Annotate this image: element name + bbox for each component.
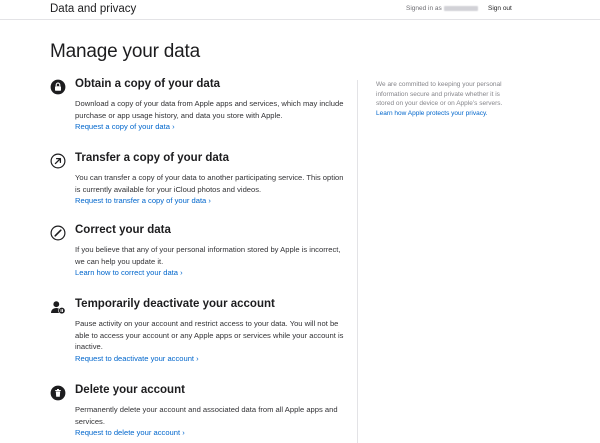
arrow-up-right-icon	[50, 153, 66, 169]
top-nav-bar	[0, 0, 600, 20]
privacy-statement: We are committed to keeping your personal information secure and private whether it is stored on your device or on Apple’s servers.	[376, 81, 503, 107]
section-description: Permanently delete your account and associated data from all Apple apps and services.	[75, 405, 338, 426]
pencil-icon	[50, 225, 66, 241]
redacted-account-name	[444, 6, 478, 11]
section-title: Obtain a copy of your data	[75, 78, 221, 90]
user-pause-icon	[50, 299, 66, 315]
section-body	[75, 244, 350, 279]
section-title: Correct your data	[75, 224, 171, 236]
privacy-sidebar	[376, 80, 516, 118]
column-divider	[357, 80, 358, 443]
section-description: Download a copy of your data from Apple apps and services, which may include purchase or app usage history, and data you store with Apple.	[75, 99, 344, 120]
section-description: If you believe that any of your personal information stored by Apple is incorrect, we can help you update it.	[75, 245, 341, 266]
section-body	[75, 172, 350, 207]
section-body	[75, 404, 350, 439]
section-description: You can transfer a copy of your data to another participating service. This option is currently available for your iCloud photos and videos.	[75, 173, 344, 194]
trash-icon	[50, 385, 66, 401]
section-title: Transfer a copy of your data	[75, 152, 230, 164]
section-title: Temporarily deactivate your account	[75, 298, 275, 310]
correct-data-link[interactable]: Learn how to correct your data ›	[75, 268, 183, 277]
page-title: Manage your data	[50, 41, 200, 62]
section-body	[75, 98, 350, 133]
section-body	[75, 318, 350, 364]
request-transfer-link[interactable]: Request to transfer a copy of your data ›	[75, 196, 211, 205]
request-copy-link[interactable]: Request a copy of your data ›	[75, 122, 175, 131]
delete-account-link[interactable]: Request to delete your account ›	[75, 428, 185, 437]
section-title: Delete your account	[75, 384, 185, 396]
download-lock-icon	[50, 79, 66, 95]
signed-in-label: Signed in as	[406, 5, 442, 12]
privacy-learn-more-link[interactable]: Learn how Apple protects your privacy.	[376, 109, 488, 117]
signed-in-status	[406, 5, 478, 12]
deactivate-account-link[interactable]: Request to deactivate your account ›	[75, 353, 199, 363]
nav-title: Data and privacy	[50, 3, 137, 15]
sign-out-link[interactable]: Sign out	[488, 5, 512, 12]
section-description: Pause activity on your account and restrict access to your data. You will not be able to access your account or any Apple apps or services while your account is inactive.	[75, 319, 344, 351]
